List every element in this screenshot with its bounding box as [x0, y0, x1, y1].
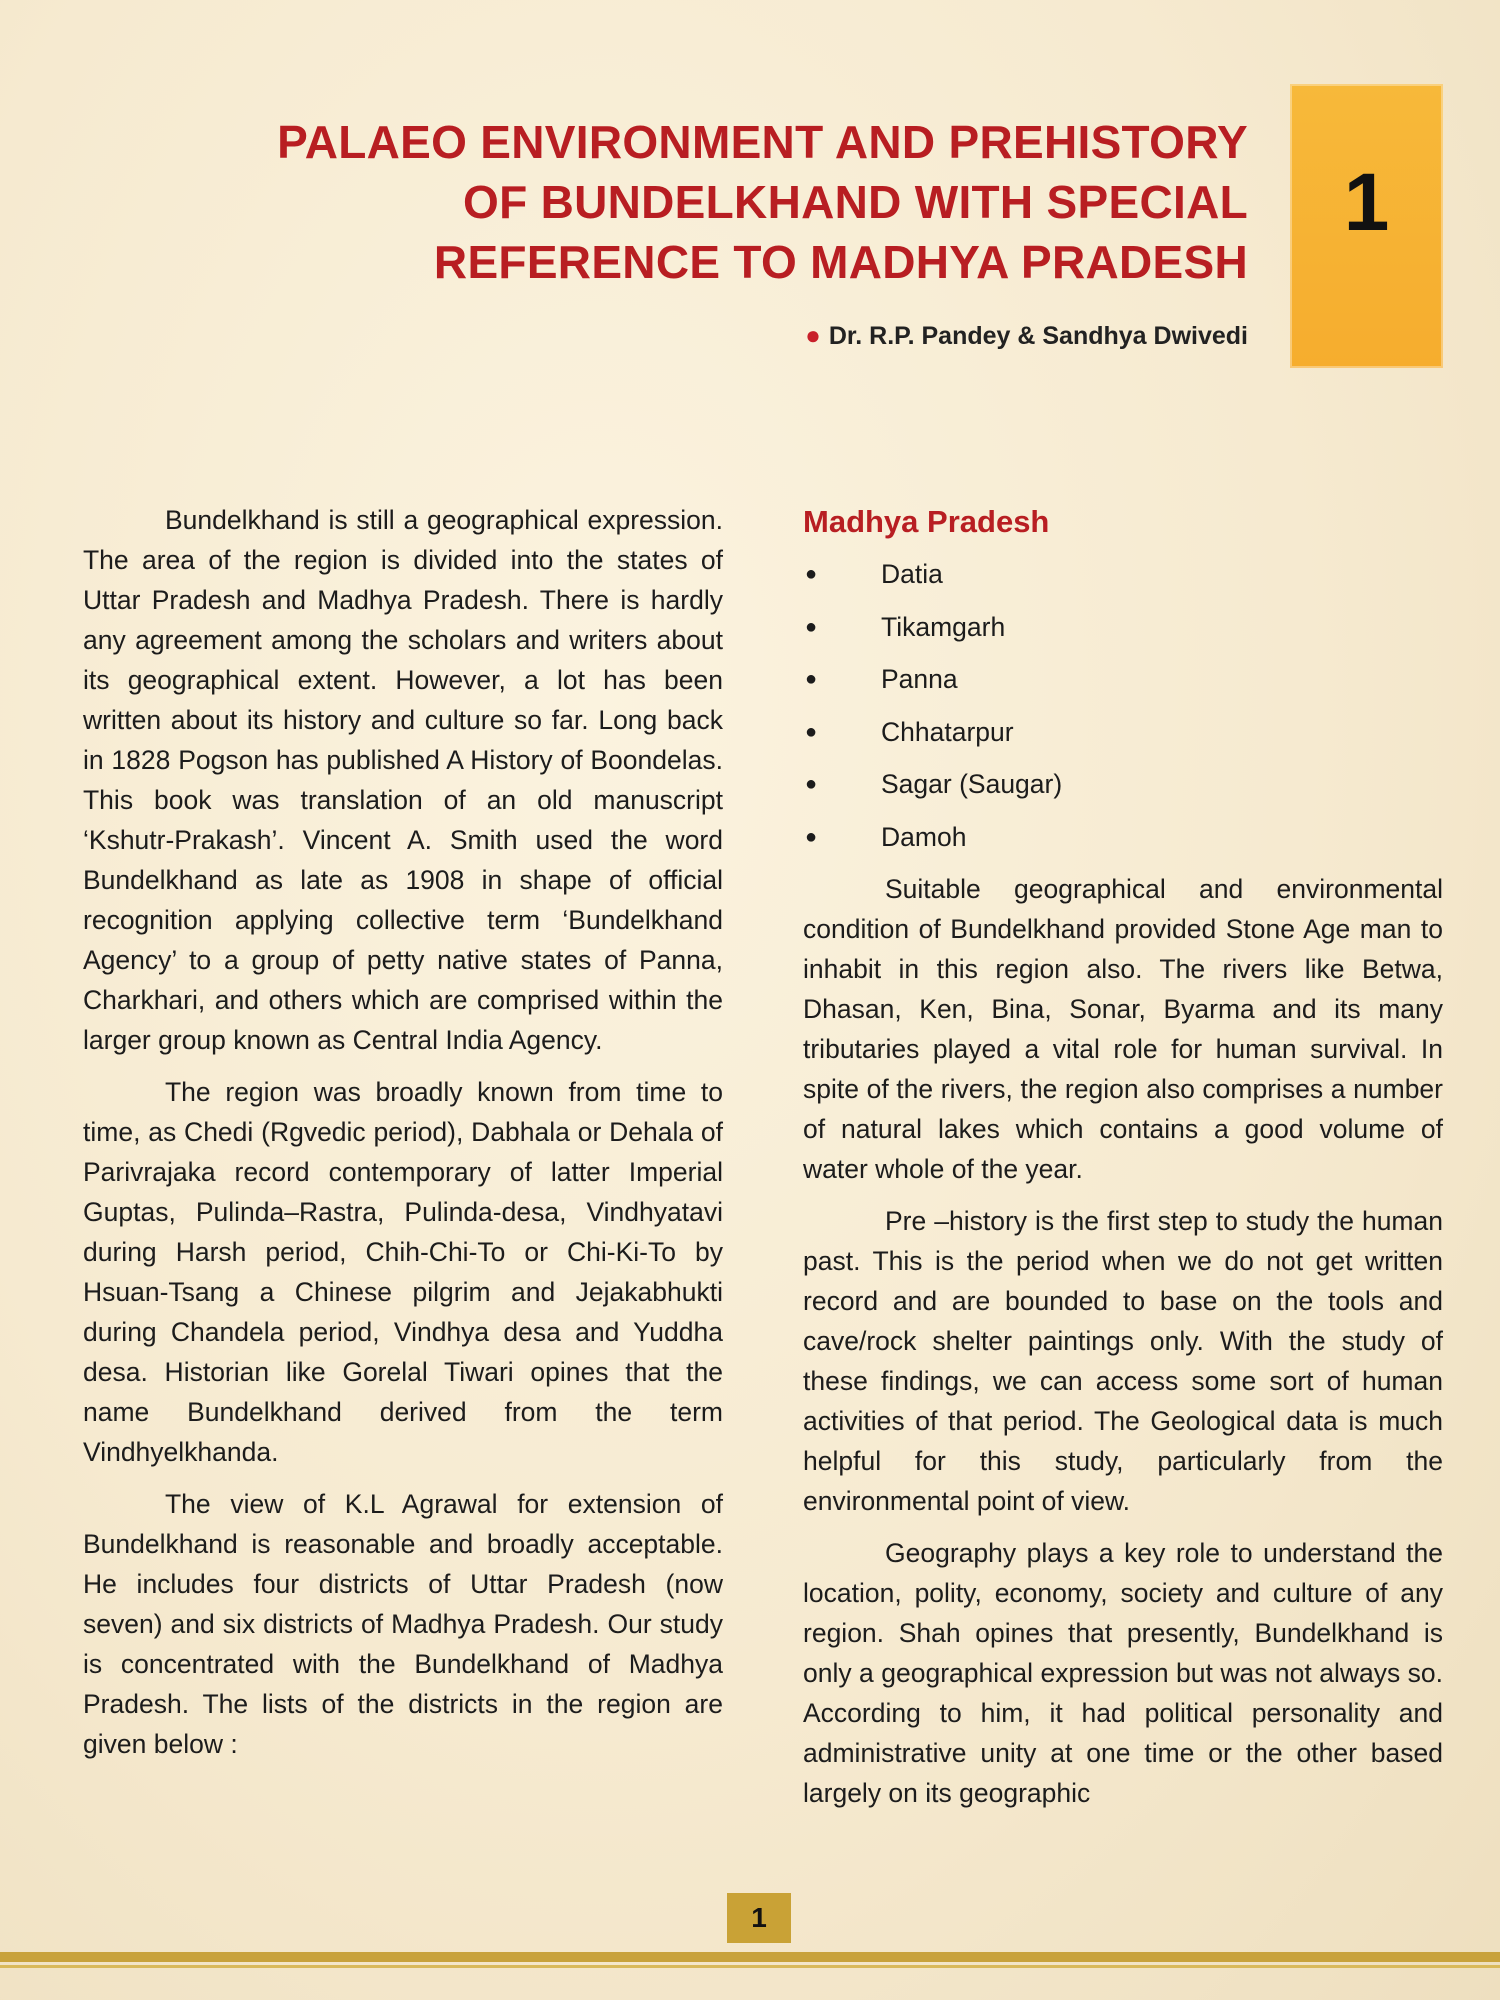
- district-list-item: [803, 601, 1443, 654]
- body-paragraph: The view of K.L Agrawal for extension of Bundelkhand is reasonable and broadly acceptable. He includes four districts of Uttar Pradesh (now seven) and six districts of Madhya Pradesh. Our study is concentrated with the Bundelkhand of Madhya Pradesh. The lists of the districts in the region are given below :: [83, 1489, 723, 1759]
- bullet-icon: ●: [805, 615, 818, 638]
- bullet-icon: ●: [805, 563, 818, 585]
- chapter-number: 1: [1343, 157, 1390, 248]
- district-name: Datia: [881, 559, 943, 589]
- body-paragraph: The region was broadly known from time to time, as Chedi (Rgvedic period), Dabhala or Dehala of Parivrajaka record contemporary of latter Imperial Guptas, Pulinda–Rastra, Pulinda-desa, Vindhyatavi during Harsh period, Chih-Chi-To or Chi-Ki-To by Hsuan-Tsang a Chinese pilgrim and Jejakabhukti during Chandela period, Vindhya desa and Yuddha desa. Historian like Gorelal Tiwari opines that the name Bundelkhand derived from the term Vindhyelkhanda.: [83, 1077, 723, 1467]
- left-column: [83, 500, 723, 1776]
- bullet-dot-icon: ●: [805, 320, 821, 350]
- district-name: Tikamgarh: [881, 611, 1006, 642]
- chapter-title: [98, 112, 1248, 292]
- authors-line: [805, 320, 1248, 351]
- chapter-title-line: OF BUNDELKHAND WITH SPECIAL: [463, 176, 1248, 228]
- district-name: Chhatarpur: [881, 716, 1014, 747]
- district-list-item: [803, 653, 1443, 706]
- district-list-item: [803, 758, 1443, 811]
- district-list-item: [803, 548, 1443, 601]
- footer-rule-thin: [0, 1965, 1500, 1968]
- bullet-icon: ●: [805, 825, 818, 848]
- district-name: Damoh: [881, 821, 967, 852]
- chapter-number-box: [1290, 84, 1443, 368]
- bullet-icon: ●: [805, 668, 818, 690]
- district-list-item: [803, 706, 1443, 759]
- page-number: 1: [727, 1893, 791, 1943]
- district-name: Panna: [881, 664, 958, 694]
- body-paragraph: Pre –history is the first step to study the human past. This is the period when we do not get written record and are bounded to base on the tools and cave/rock shelter paintings only. With the study of these findings, we can access some sort of human activities of that period. The Geological data is much helpful for this study, particularly from the environmental point of view.: [803, 1206, 1443, 1516]
- district-list-item: [803, 811, 1443, 864]
- section-heading: Madhya Pradesh: [803, 504, 1050, 539]
- authors-text: Dr. R.P. Pandey & Sandhya Dwivedi: [828, 322, 1248, 350]
- bullet-icon: ●: [805, 773, 818, 795]
- right-column: [803, 500, 1443, 1825]
- body-paragraph: Geography plays a key role to understand the location, polity, economy, society and culture of any region. Shah opines that presently, Bundelkhand is only a geographical expression but was not always so. According to him, it had political personality and administrative unity at one time or the other based largely on its geographic: [803, 1538, 1443, 1808]
- body-paragraph: Suitable geographical and environmental condition of Bundelkhand provided Stone Age man to inhabit in this region also. The rivers like Betwa, Dhasan, Ken, Bina, Sonar, Byarma and its many tributaries played a vital role for human survival. In spite of the rivers, the region also comprises a number of natural lakes which contains a good volume of water whole of the year.: [803, 874, 1443, 1184]
- district-list: [803, 548, 1443, 863]
- district-name: Sagar (Saugar): [881, 769, 1063, 799]
- body-paragraph: Bundelkhand is still a geographical expression. The area of the region is divided into the states of Uttar Pradesh and Madhya Pradesh. There is hardly any agreement among the scholars and writers about its geographical extent. However, a lot has been written about its history and culture so far. Long back in 1828 Pogson has published A History of Boondelas. This book was translation of an old manuscript ‘Kshutr-Prakash’. Vincent A. Smith used the word Bundelkhand as late as 1908 in shape of official recognition applying collective term ‘Bundelkhand Agency’ to a group of petty native states of Panna, Charkhari, and others which are comprised within the larger group known as Central India Agency.: [83, 505, 723, 1055]
- chapter-title-line: REFERENCE TO MADHYA PRADESH: [433, 236, 1248, 288]
- bullet-icon: ●: [805, 720, 818, 743]
- footer-rule: [0, 1952, 1500, 1962]
- chapter-title-line: PALAEO ENVIRONMENT AND PREHISTORY: [277, 116, 1248, 168]
